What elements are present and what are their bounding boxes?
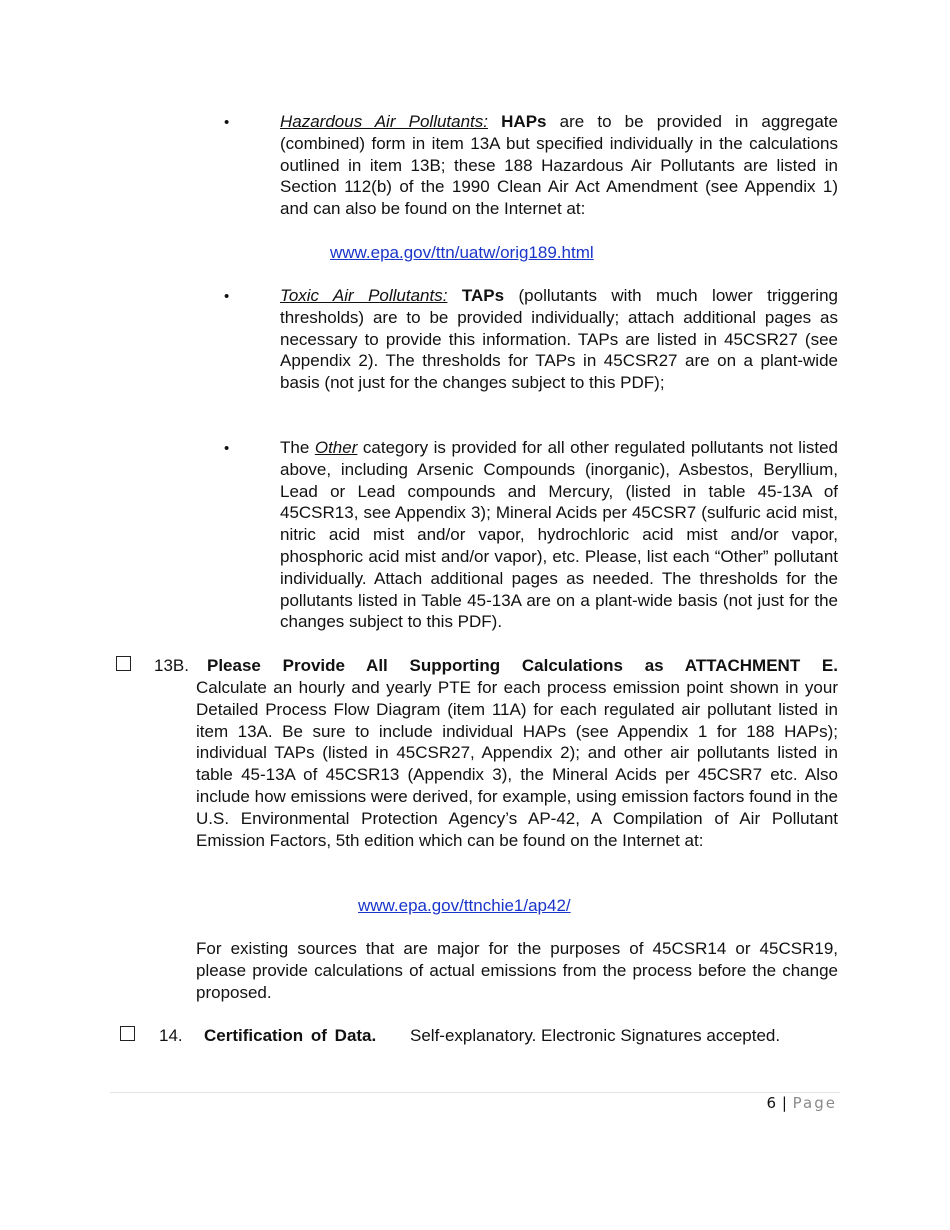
taps-abbr: TAPs	[461, 286, 505, 305]
other-term: Other	[314, 438, 358, 457]
bullet-marker: •	[224, 440, 230, 457]
haps-abbr: HAPs	[501, 112, 547, 131]
haps-link[interactable]: www.epa.gov/ttn/uatw/orig189.html	[330, 243, 594, 262]
bullet-marker: •	[224, 288, 230, 305]
other-text: category is provided for all other regulated pollutants not listed above, including Arsenic Compounds (inorganic), Asbestos, Beryllium, Lead or Lead compounds and Mercury, (listed in table 45-13A of 45CSR13, see Appendix 3); Mineral Acids per 45CSR7 (sulfuric acid mist, nitric acid mist and/or vapor, hydrochloric acid mist and/or vapor, phosphoric acid mist and/or vapor), etc. Please, list each “Other” pollutant individually. Attach additional pages as needed. The thresholds for the pollutants listed in Table 45-13A are on a plant-wide basis (not just for the changes subject to this PDF).	[280, 438, 838, 632]
item-14-heading: Certification of Data.	[204, 1026, 377, 1045]
item-13b-text2: For existing sources that are major for the purposes of 45CSR14 or 45CSR19, please provide calculations of actual emissions from the process before the change proposed.	[196, 939, 838, 1002]
item-14-checkbox[interactable]	[120, 1026, 135, 1041]
other-lead: The	[280, 438, 315, 457]
item-13b-number: 13B.	[154, 656, 189, 675]
item-14-text: Self-explanatory. Electronic Signatures accepted.	[410, 1026, 781, 1045]
ap42-link[interactable]: www.epa.gov/ttnchie1/ap42/	[358, 896, 571, 915]
bullet-marker: •	[224, 114, 230, 131]
footer-separator: |	[781, 1094, 788, 1112]
haps-term: Hazardous Air Pollutants:	[280, 112, 489, 131]
other-paragraph	[280, 437, 838, 633]
item-14-number: 14.	[159, 1026, 183, 1045]
haps-paragraph	[280, 111, 838, 220]
item-13b-text: Calculate an hourly and yearly PTE for each process emission point shown in your Detailed Process Flow Diagram (item 11A) for each regulated air pollutant listed in item 13A. Be sure to include individual HAPs (see Appendix 1 for 188 HAPs); individual TAPs (listed in 45CSR27, Appendix 2); and other air pollutants listed in table 45-13A of 45CSR13 (Appendix 3), the Mineral Acids per 45CSR7 etc. Also include how emissions were derived, for example, using emission factors found in the U.S. Environmental Protection Agency’s AP-42, A Compilation of Air Pollutant Emission Factors, 5th edition which can be found on the Internet at:	[196, 678, 838, 850]
page-footer	[767, 1094, 838, 1112]
taps-term: Toxic Air Pollutants:	[280, 286, 448, 305]
taps-paragraph	[280, 285, 838, 394]
item-13b-heading: Please Provide All Supporting Calculations as ATTACHMENT E.	[207, 656, 838, 675]
haps-text: are to be provided in aggregate (combined) form in item 13A but specified individually in the calculations outlined in item 13B; these 188 Hazardous Air Pollutants are listed in Section 112(b) of the 1990 Clean Air Act Amendment (see Appendix 1) and can also be found on the Internet at:	[280, 112, 838, 219]
taps-text: (pollutants with much lower triggering thresholds) are to be provided individually; attach additional pages as necessary to provide this information. TAPs are listed in 45CSR27 (see Appendix 2). The thresholds for TAPs in 45CSR27 are on a plant-wide basis (not just for the changes subject to this PDF);	[280, 286, 838, 393]
page-number: 6	[766, 1094, 777, 1112]
item-13b-checkbox[interactable]	[116, 656, 131, 671]
footer-divider	[110, 1092, 840, 1093]
page-label: Page	[792, 1094, 837, 1112]
